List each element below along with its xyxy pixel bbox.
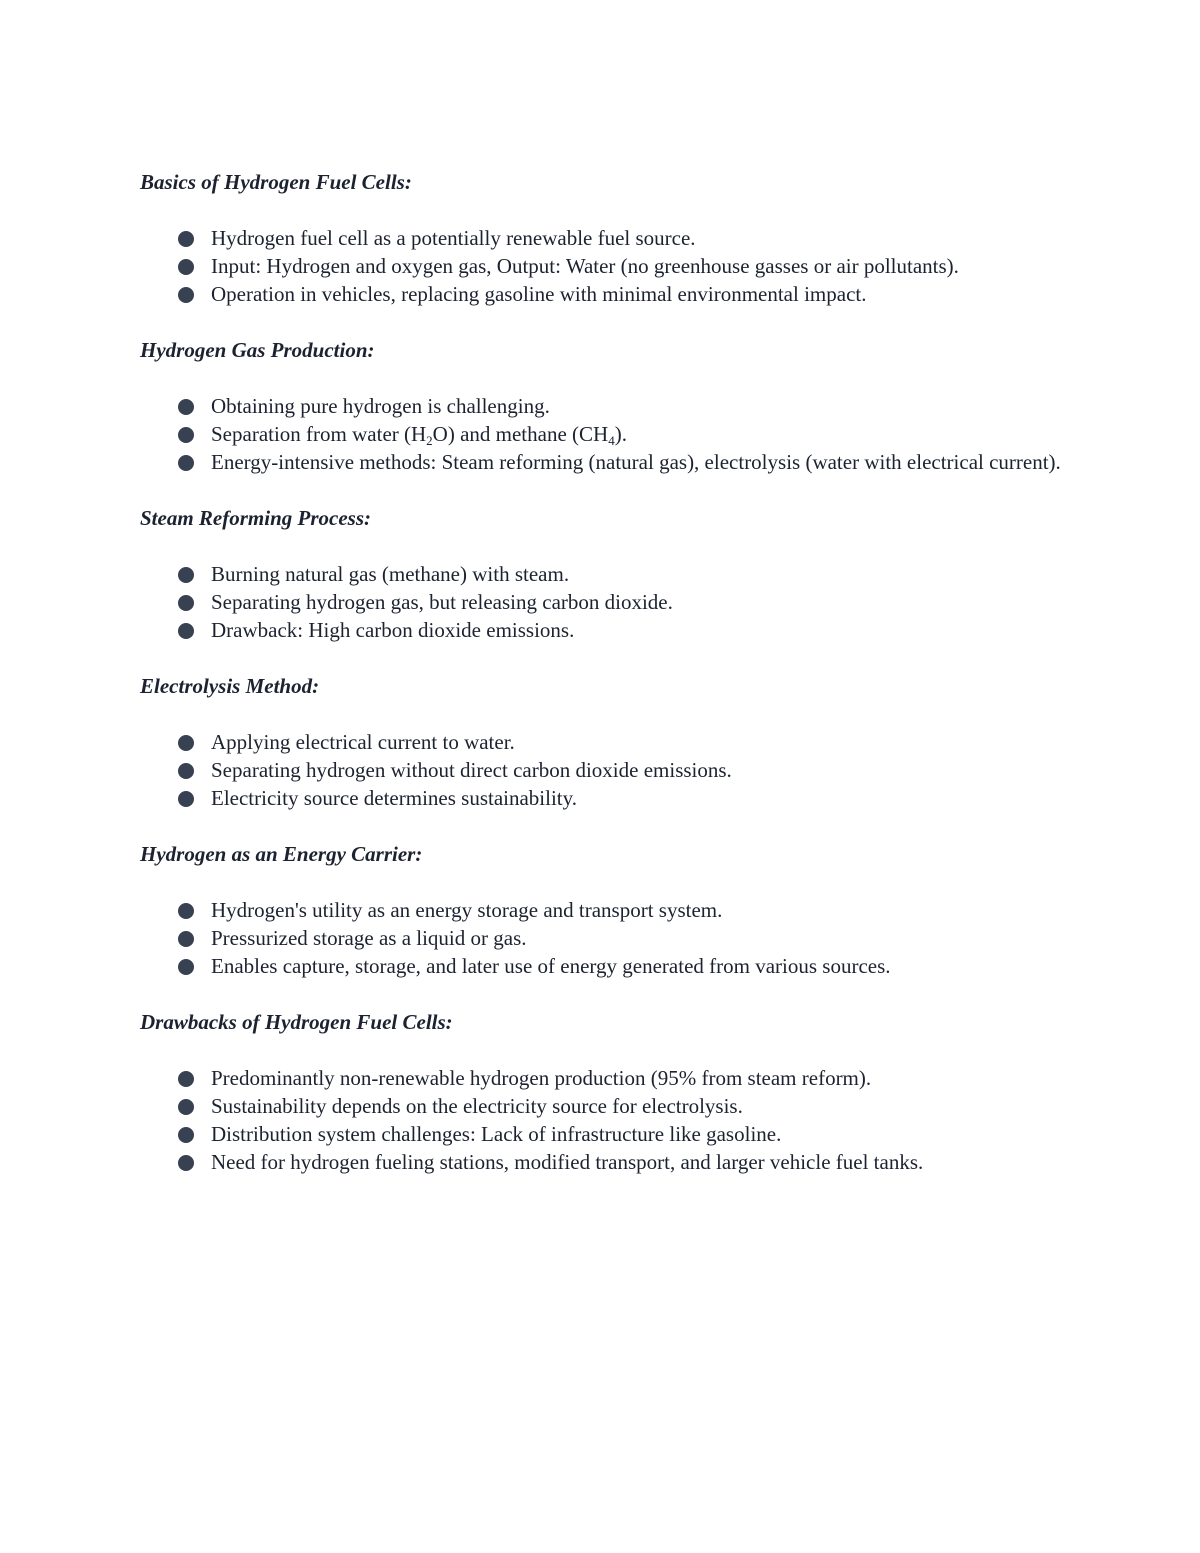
bullet-icon	[178, 455, 194, 471]
bullet-icon	[178, 567, 194, 583]
bullet-icon	[178, 959, 194, 975]
bullet-icon	[178, 427, 194, 443]
section-heading: Electrolysis Method:	[140, 674, 320, 698]
text-fragment: ).	[614, 422, 627, 446]
bullet-icon	[178, 735, 194, 751]
list-item	[140, 448, 1080, 476]
list-item	[140, 896, 1080, 924]
section-electrolysis	[140, 672, 1080, 812]
section-energy-carrier	[140, 840, 1080, 980]
list-item	[140, 616, 1080, 644]
list-item	[140, 952, 1080, 980]
section-drawbacks	[140, 1008, 1080, 1176]
bullet-icon	[178, 1155, 194, 1171]
list-item	[140, 420, 1080, 448]
list-item	[140, 784, 1080, 812]
list-item-text: Enables capture, storage, and later use of energy generated from various sources.	[211, 954, 891, 978]
list-item	[140, 728, 1080, 756]
bullet-icon	[178, 259, 194, 275]
bullet-icon	[178, 931, 194, 947]
bullet-icon	[178, 595, 194, 611]
list-item-text: Separating hydrogen gas, but releasing carbon dioxide.	[211, 590, 673, 614]
section-heading: Hydrogen as an Energy Carrier:	[140, 842, 423, 866]
list-item-text	[211, 422, 627, 446]
list-item	[140, 1120, 1080, 1148]
list-item-text: Hydrogen's utility as an energy storage and transport system.	[211, 898, 723, 922]
bullet-icon	[178, 1071, 194, 1087]
list-item	[140, 1148, 1080, 1176]
section-heading: Steam Reforming Process:	[140, 506, 371, 530]
list-item-text: Distribution system challenges: Lack of infrastructure like gasoline.	[211, 1122, 782, 1146]
list-item	[140, 392, 1080, 420]
list-item	[140, 560, 1080, 588]
list-item-text: Pressurized storage as a liquid or gas.	[211, 926, 527, 950]
list-item-text: Applying electrical current to water.	[211, 730, 515, 754]
bullet-icon	[178, 399, 194, 415]
bullet-list	[140, 392, 1080, 476]
list-item-text: Sustainability depends on the electricity source for electrolysis.	[211, 1094, 743, 1118]
bullet-list	[140, 728, 1080, 812]
text-fragment: O) and methane (CH	[432, 422, 609, 446]
bullet-icon	[178, 287, 194, 303]
list-item	[140, 588, 1080, 616]
bullet-icon	[178, 1127, 194, 1143]
bullet-icon	[178, 1099, 194, 1115]
list-item-text: Electricity source determines sustainability.	[211, 786, 578, 810]
text-fragment: Separation from water (H	[211, 422, 427, 446]
subscript: 2	[426, 433, 433, 448]
section-steam-reforming	[140, 504, 1080, 644]
list-item	[140, 1064, 1080, 1092]
list-item	[140, 756, 1080, 784]
list-item-text: Separating hydrogen without direct carbon dioxide emissions.	[211, 758, 732, 782]
bullet-list	[140, 896, 1080, 980]
list-item	[140, 924, 1080, 952]
document-page	[140, 168, 1080, 1204]
list-item-text: Hydrogen fuel cell as a potentially renewable fuel source.	[211, 226, 696, 250]
section-gas-production	[140, 336, 1080, 476]
list-item	[140, 1092, 1080, 1120]
list-item-text: Energy-intensive methods: Steam reforming (natural gas), electrolysis (water with electrical current).	[211, 450, 1061, 474]
section-heading: Drawbacks of Hydrogen Fuel Cells:	[140, 1010, 453, 1034]
list-item-text: Operation in vehicles, replacing gasoline with minimal environmental impact.	[211, 282, 867, 306]
list-item-text: Predominantly non-renewable hydrogen production (95% from steam reform).	[211, 1066, 872, 1090]
bullet-icon	[178, 623, 194, 639]
bullet-list	[140, 1064, 1080, 1176]
section-heading: Basics of Hydrogen Fuel Cells:	[140, 170, 412, 194]
list-item-text: Burning natural gas (methane) with steam.	[211, 562, 570, 586]
section-heading: Hydrogen Gas Production:	[140, 338, 375, 362]
subscript: 4	[608, 433, 615, 448]
bullet-icon	[178, 231, 194, 247]
bullet-icon	[178, 763, 194, 779]
bullet-list	[140, 224, 1080, 308]
list-item	[140, 252, 1080, 280]
list-item-text: Need for hydrogen fueling stations, modified transport, and larger vehicle fuel tanks.	[211, 1150, 924, 1174]
list-item-text: Input: Hydrogen and oxygen gas, Output: Water (no greenhouse gasses or air pollutants).	[211, 254, 959, 278]
bullet-icon	[178, 903, 194, 919]
list-item-text: Drawback: High carbon dioxide emissions.	[211, 618, 575, 642]
bullet-icon	[178, 791, 194, 807]
list-item	[140, 224, 1080, 252]
list-item-text: Obtaining pure hydrogen is challenging.	[211, 394, 550, 418]
list-item	[140, 280, 1080, 308]
section-basics	[140, 168, 1080, 308]
bullet-list	[140, 560, 1080, 644]
